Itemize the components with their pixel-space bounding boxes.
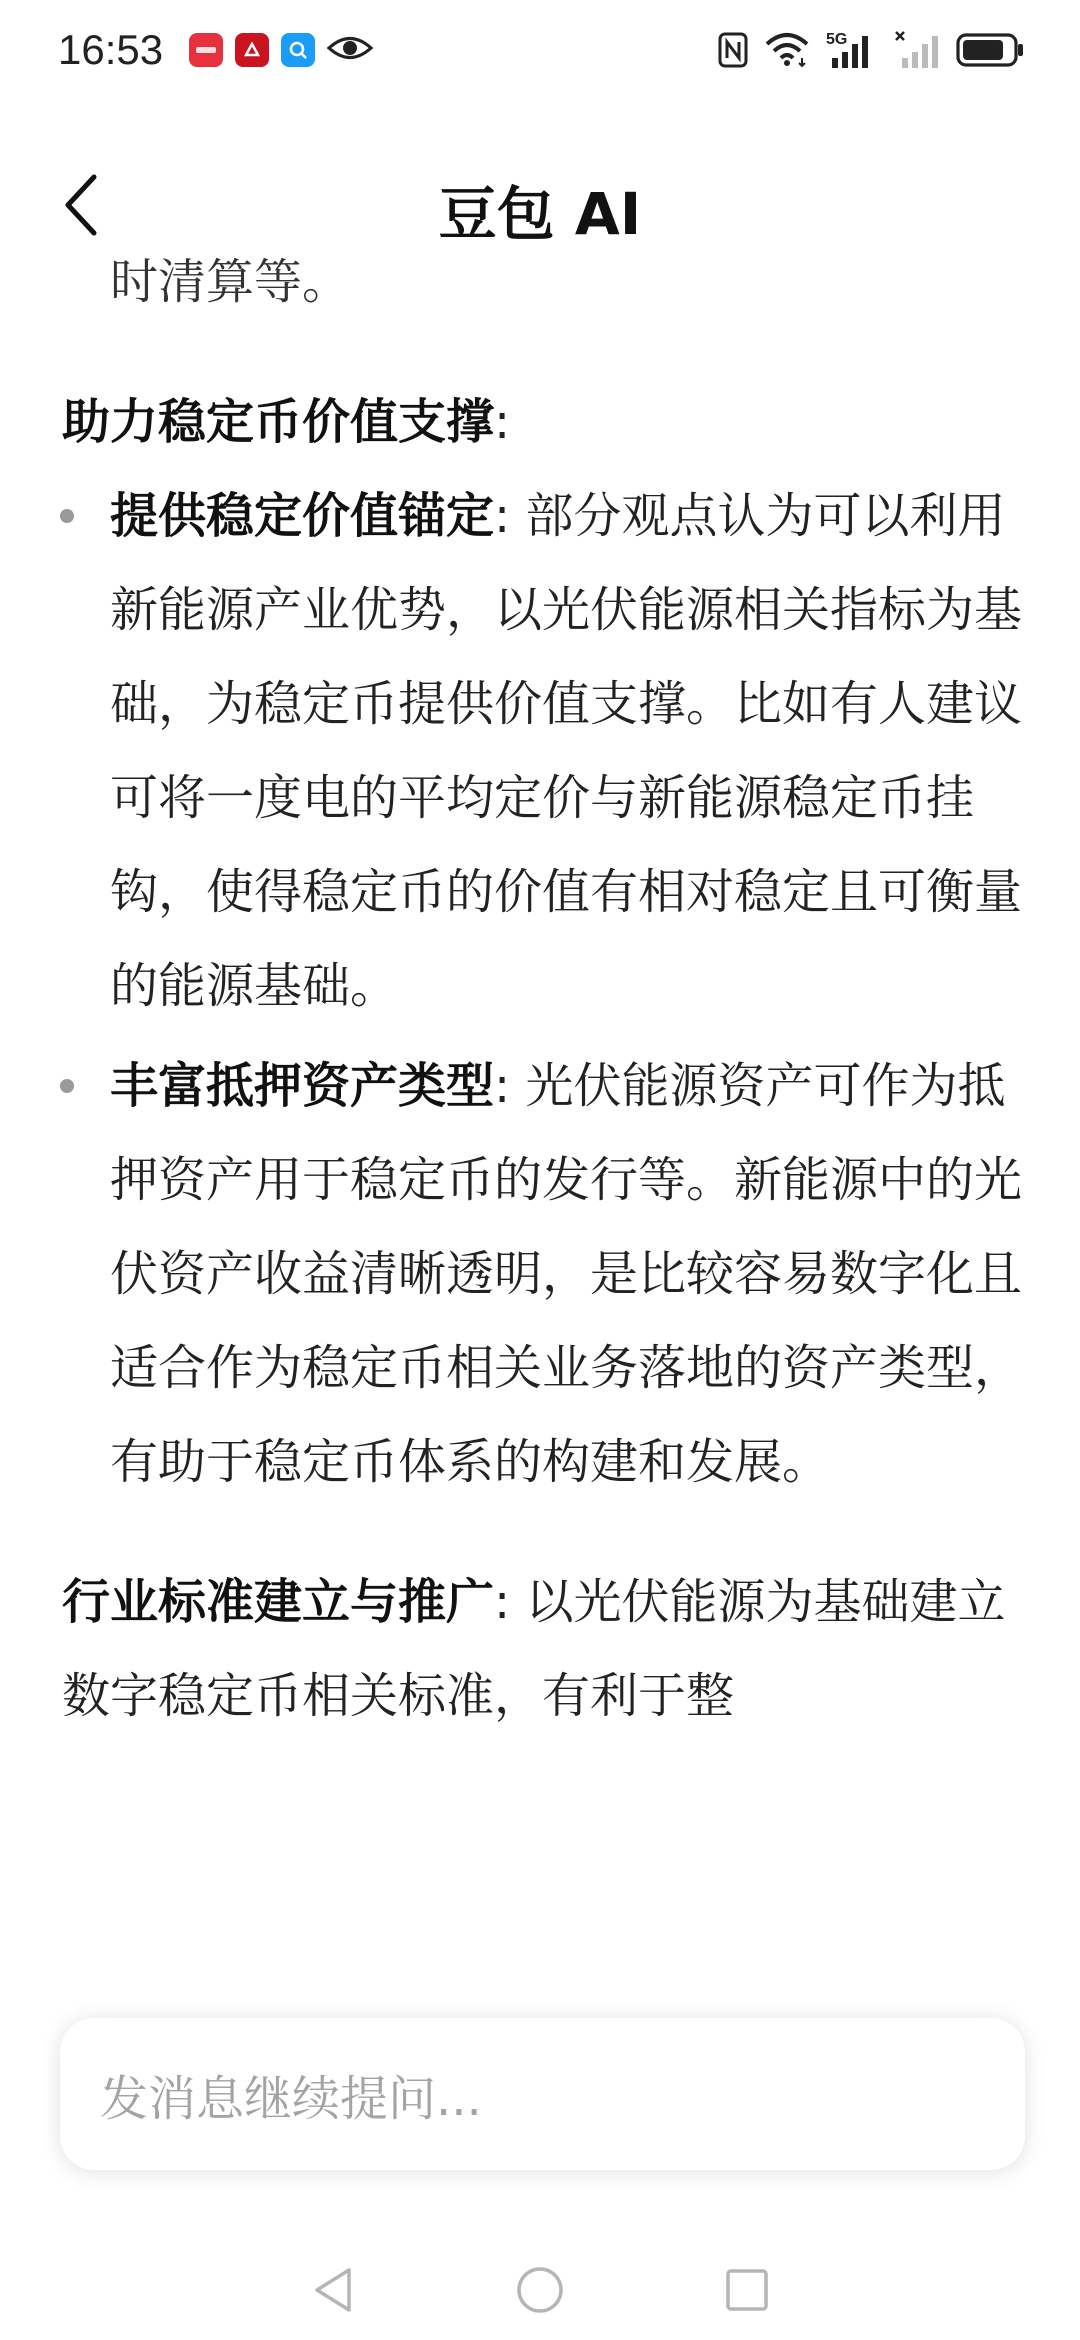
- battery-icon: [956, 32, 1026, 68]
- bullet-dot: [60, 1079, 74, 1093]
- message-content-inner: [0, 255, 1080, 1743]
- page-title: 豆包 AI: [438, 180, 642, 248]
- bullet-1-title: 提供稳定价值锚定: [110, 488, 495, 544]
- section-2-title: 行业标准建立与推广: [62, 1574, 495, 1630]
- search-app-icon: [281, 33, 315, 67]
- no-signal-icon: [894, 30, 940, 70]
- nav-home-button[interactable]: [510, 2260, 570, 2320]
- section-2-colon: :: [494, 1574, 526, 1630]
- nfc-icon: [718, 32, 748, 68]
- section-1-heading: [0, 375, 1080, 469]
- nav-recents-button[interactable]: [717, 2260, 777, 2320]
- status-left: [58, 26, 373, 74]
- red-app-icon: [235, 33, 269, 67]
- status-time: 16:53: [58, 26, 164, 73]
- section-2-text: 以光伏能源为基础建立数字稳定币相关标准，有利于整: [62, 1574, 1006, 1724]
- bullet-2-text: 光伏能源资产可作为抵押资产用于稳定币的发行等。新能源中的光伏资产收益清晰透明，是比较容易数字化且适合作为稳定币相关业务落地的资产类型，有助于稳定币体系的构建和发展。: [110, 1058, 1023, 1490]
- status-bar: [0, 0, 1080, 100]
- system-nav-bar: [0, 2240, 1080, 2340]
- square-recents-icon: [724, 2267, 770, 2313]
- bullet-1-colon: :: [494, 488, 526, 544]
- message-input[interactable]: [60, 2018, 1025, 2170]
- message-content[interactable]: [0, 255, 1080, 1975]
- section-1-title: 助力稳定币价值支撑: [62, 394, 495, 450]
- bullet-item-1: [0, 469, 1080, 1033]
- bullet-2-title: 丰富抵押资产类型: [110, 1058, 495, 1114]
- section-2-paragraph: [0, 1555, 1080, 1743]
- status-right: [702, 30, 1026, 70]
- circle-home-icon: [515, 2265, 565, 2315]
- network-label: 5G: [826, 31, 848, 48]
- header: [0, 155, 1080, 255]
- section-1-colon: :: [494, 394, 511, 450]
- top-fragment-text: 时清算等。: [110, 255, 351, 310]
- huawei-app-icon: [189, 33, 223, 67]
- bullet-2-colon: :: [494, 1058, 526, 1114]
- content-fade: [0, 1900, 1080, 2020]
- nav-back-button[interactable]: [303, 2260, 363, 2320]
- message-input-placeholder: 发消息继续提问...: [100, 2070, 482, 2127]
- bullet-dot: [60, 509, 74, 523]
- 5g-signal-icon: [826, 30, 878, 70]
- eye-icon: [327, 33, 373, 67]
- wifi-icon: [764, 32, 810, 68]
- bullet-1-text: 部分观点认为可以利用新能源产业优势，以光伏能源相关指标为基础，为稳定币提供价值支撑。比如有人建议可将一度电的平均定价与新能源稳定币挂钩，使得稳定币的价值有相对稳定且可衡量的能源基础。: [110, 488, 1023, 1014]
- triangle-back-icon: [311, 2266, 355, 2314]
- bullet-item-2: [0, 1039, 1080, 1509]
